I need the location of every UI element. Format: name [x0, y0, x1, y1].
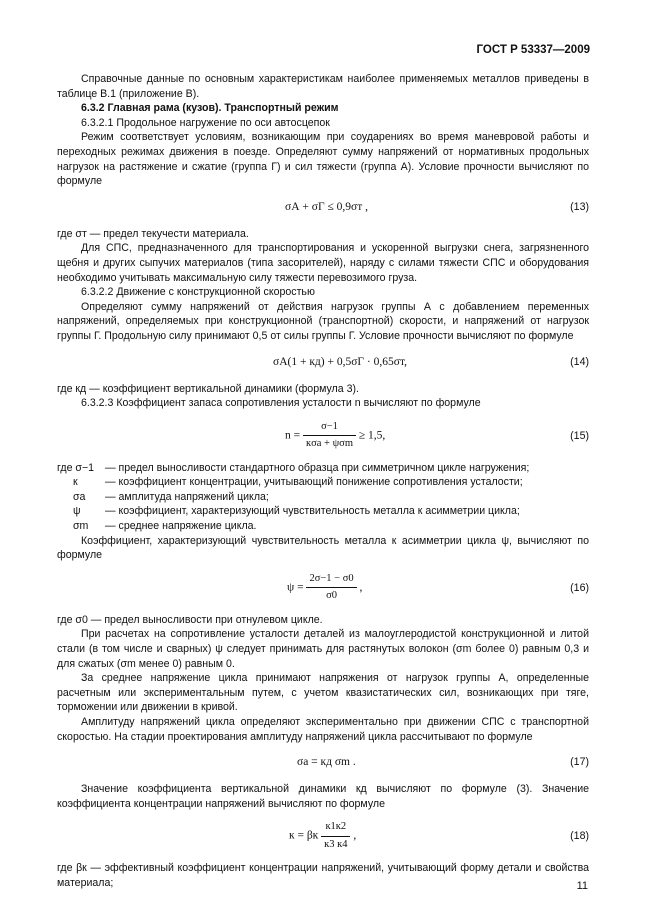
- formula-16-lhs: ψ =: [287, 581, 304, 594]
- formula-16-where: где σ0 — предел выносливости при отнулевом цикле.: [57, 613, 323, 626]
- subsection-heading-6-3-2-1: 6.3.2.1 Продольное нагружение по оси автосцепок: [81, 116, 330, 129]
- formula-15-number: (15): [570, 429, 589, 442]
- formula-13-number: (13): [570, 200, 589, 213]
- paragraph-reference-data: Справочные данные по основным характеристикам наиболее применяемых металлов приведены в таблице В.1 (приложение В).: [57, 73, 589, 100]
- paragraph-stress-amplitude: Амплитуду напряжений цикла определяют экспериментально при движении СПС с транспортной скоростью. На стадии проектирования амплитуду напряжений цикла рассчитывают по формуле: [57, 716, 589, 743]
- formula-15-fraction: [303, 420, 356, 452]
- formula-13-where: где σт — предел текучести материала.: [57, 227, 249, 240]
- paragraph-longitudinal-load: Режим соответствует условиям, возникающим при соударениях во время маневровой работы и переходных режимах движения в поезде. Определяют сумму напряжений от нормативных продольных нагрузок на растяжение и сжатие (группа Г) и сил тяжести (группа А). Условие прочности вычисляют по формуле: [57, 131, 589, 188]
- definition-item: [57, 504, 589, 519]
- subsection-heading-6-3-2-2: 6.3.2.2 Движение с конструкционной скоростью: [81, 286, 315, 299]
- definition-symbol: ψ: [73, 505, 81, 518]
- formula-18-number: (18): [570, 830, 589, 843]
- formula-15-lhs: n =: [285, 429, 301, 442]
- formula-13: [57, 196, 589, 220]
- formula-15-definitions: [57, 461, 589, 534]
- formula-16-numerator: 2σ−1 − σ0: [306, 572, 356, 589]
- definition-text: — среднее напряжение цикла.: [105, 520, 257, 533]
- formula-17-expression: σa = кд σm .: [297, 756, 356, 769]
- paragraph-bulk-cargo: Для СПС, предназначенного для транспортирования и ускоренной выгрузки снега, загрязненного щебня и других сыпучих материалов (типа засорителей), наряду с силами тяжести СПС и оборудования необходимо учитывать максимальную силу тяжести перевозимого груза.: [57, 242, 589, 284]
- formula-18-denominator: к3 к4: [324, 838, 348, 850]
- paragraph-asymmetry-coefficient: Коэффициент, характеризующий чувствительность металла к асимметрии цикла ψ, вычисляют по формуле: [57, 534, 589, 562]
- formula-18-numerator: к1к2: [321, 820, 350, 837]
- definition-symbol: σa: [73, 490, 86, 503]
- definition-text: — амплитуда напряжений цикла;: [105, 490, 269, 503]
- formula-14-where: где кд — коэффициент вертикальной динамики (формула 3).: [57, 382, 359, 395]
- definition-item: [57, 461, 589, 476]
- definition-item: [57, 490, 589, 505]
- definition-symbol: σm: [73, 520, 89, 533]
- paragraph-design-speed: Определяют сумму напряжений от действия нагрузок группы А с добавлением переменных напряжений, определяемых при конструкционной (транспортной) скорости, и напряжений от нагрузок группы Г. Продольную силу принимают 0,5 от силы группы Г. Условие прочности вычисляют по формуле: [57, 300, 589, 342]
- definition-item: [57, 519, 589, 534]
- formula-17-number: (17): [570, 756, 589, 769]
- paragraph-low-carbon-steel: При расчетах на сопротивление усталости деталей из малоуглеродистой конструкционной и литой стали (в том числе и сварных) ψ следует принимать для растянутых волокон (σm более 0) равным 0,3 и для сжатых (σm менее 0) равным 0.: [57, 628, 589, 670]
- formula-13-expression: σА + σГ ≤ 0,9σт ,: [285, 200, 368, 213]
- formula-14-expression: σА(1 + кд) + 0,5σГ · 0,65σт,: [273, 355, 407, 368]
- definition-text: — коэффициент, характеризующий чувствительность металла к асимметрии цикла;: [105, 505, 520, 518]
- definition-symbol: где σ−1: [57, 461, 95, 474]
- formula-16: [57, 570, 589, 606]
- formula-18: [57, 818, 589, 854]
- paragraph-concentration-coefficient: Значение коэффициента вертикальной динамики кд вычисляют по формуле (3). Значение коэффициента концентрации напряжений вычисляют по формуле: [57, 783, 589, 810]
- formula-16-fraction: [306, 572, 356, 604]
- page-number: 11: [576, 880, 588, 892]
- formula-14: [57, 351, 589, 375]
- formula-16-number: (16): [570, 581, 589, 594]
- definition-text: — предел выносливости стандартного образца при симметричном цикле нагружения;: [105, 461, 530, 474]
- definition-symbol: к: [73, 476, 78, 489]
- definition-item: [57, 475, 589, 490]
- formula-18-lhs: к = βк: [289, 830, 319, 843]
- formula-16-rhs: ,: [359, 581, 363, 594]
- definition-text: — коэффициент концентрации, учитывающий понижение сопротивления усталости;: [105, 476, 523, 489]
- page-body: [57, 72, 589, 891]
- paragraph-fatigue-coefficient: 6.3.2.3 Коэффициент запаса сопротивления усталости n вычисляют по формуле: [81, 397, 481, 410]
- document-id-header: ГОСТ Р 53337—2009: [476, 44, 590, 56]
- formula-15: [57, 418, 589, 454]
- formula-14-number: (14): [570, 355, 589, 368]
- formula-18-fraction: [321, 820, 350, 852]
- paragraph-mean-stress: За среднее напряжение цикла принимают напряжения от нагрузок группы А, определенные расчетным или экспериментальным путем, с учетом квазистатических сил, возникающих при тяге, торможении или движении в кривой.: [57, 672, 589, 714]
- formula-18-rhs: ,: [353, 830, 357, 843]
- formula-15-denominator: кσa + ψσm: [306, 438, 353, 450]
- formula-18-where: где βк — эффективный коэффициент концентрации напряжений, учитывающий форму детали и свойства материала;: [57, 862, 589, 889]
- formula-15-numerator: σ−1: [303, 420, 356, 437]
- formula-16-denominator: σ0: [326, 590, 337, 602]
- formula-15-rhs: ≥ 1,5,: [358, 429, 386, 442]
- formula-17: [57, 751, 589, 775]
- section-heading-6-3-2: 6.3.2 Главная рама (кузов). Транспортный режим: [81, 102, 339, 115]
